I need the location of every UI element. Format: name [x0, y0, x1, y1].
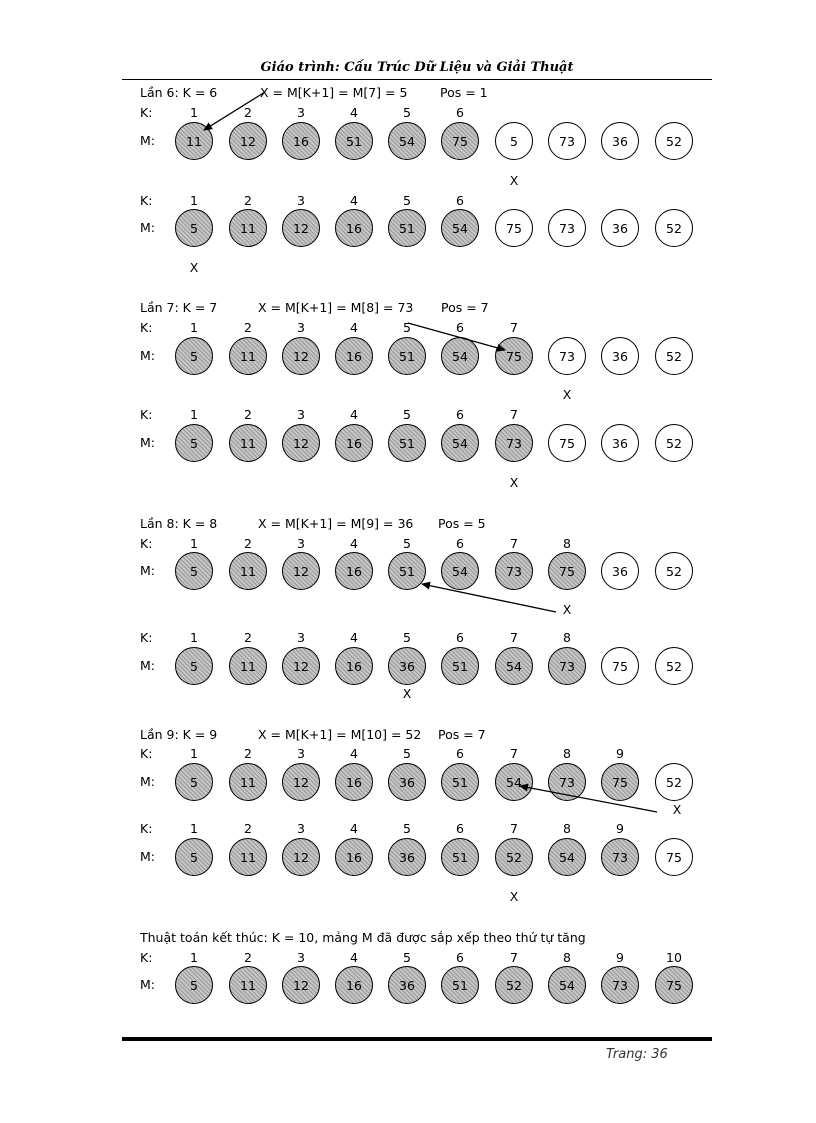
element-value: 11 [240, 435, 256, 451]
arrow-pass-7 [408, 320, 505, 350]
k-index: 7 [510, 950, 518, 965]
element-value: 54 [452, 220, 468, 236]
k-index: 6 [456, 193, 464, 208]
k-index: 6 [456, 746, 464, 761]
x-marker: X [562, 602, 572, 617]
k-index: 8 [563, 536, 571, 551]
element-value: 12 [293, 849, 309, 865]
pass-6-pos: Pos = 1 [440, 85, 488, 100]
k-index: 1 [190, 407, 198, 422]
k-label: K: [140, 105, 153, 120]
element-value: 36 [399, 658, 415, 674]
k-index: 1 [190, 821, 198, 836]
element-value: 5 [190, 348, 198, 364]
k-index: 4 [350, 536, 358, 551]
k-index: 6 [456, 950, 464, 965]
element-value: 75 [506, 220, 522, 236]
element-value: 36 [612, 133, 628, 149]
k-index: 4 [350, 950, 358, 965]
k-index: 2 [244, 536, 252, 551]
element-value: 36 [612, 563, 628, 579]
k-label: K: [140, 536, 153, 551]
element-value: 16 [346, 435, 362, 451]
arrow-pass-9 [520, 786, 657, 812]
k-index: 8 [563, 821, 571, 836]
element-value: 75 [612, 658, 628, 674]
element-value: 73 [559, 658, 575, 674]
element-value: 75 [506, 348, 522, 364]
element-value: 73 [612, 977, 628, 993]
m-label: M: [140, 849, 155, 864]
k-index: 5 [403, 105, 411, 120]
pass-7-label: Lần 7: K = 7 [140, 300, 218, 315]
element-value: 51 [399, 435, 415, 451]
pass-9-expression: X = M[K+1] = M[10] = 52 [258, 727, 422, 742]
k-index: 2 [244, 630, 252, 645]
element-value: 75 [452, 133, 468, 149]
k-index: 3 [297, 536, 305, 551]
element-value: 52 [506, 849, 522, 865]
k-index: 6 [456, 821, 464, 836]
element-value: 51 [399, 563, 415, 579]
element-value: 12 [293, 348, 309, 364]
x-marker: X [562, 387, 572, 402]
element-value: 12 [293, 435, 309, 451]
element-value: 54 [506, 658, 522, 674]
element-value: 36 [399, 849, 415, 865]
element-value: 54 [506, 774, 522, 790]
k-index: 1 [190, 630, 198, 645]
k-index: 3 [297, 950, 305, 965]
k-index: 5 [403, 630, 411, 645]
k-index: 3 [297, 746, 305, 761]
element-value: 73 [506, 435, 522, 451]
m-label: M: [140, 774, 155, 789]
k-label: K: [140, 320, 153, 335]
element-value: 54 [452, 348, 468, 364]
k-index: 3 [297, 407, 305, 422]
k-index: 7 [510, 536, 518, 551]
element-value: 11 [240, 658, 256, 674]
element-value: 54 [559, 849, 575, 865]
element-value: 73 [506, 563, 522, 579]
element-value: 73 [559, 348, 575, 364]
k-index: 4 [350, 821, 358, 836]
pass-8-expression: X = M[K+1] = M[9] = 36 [258, 516, 414, 531]
k-index: 2 [244, 105, 252, 120]
element-value: 16 [346, 977, 362, 993]
pass-6-label: Lần 6: K = 6 [140, 85, 218, 100]
element-value: 36 [399, 774, 415, 790]
m-label: M: [140, 658, 155, 673]
k-index: 6 [456, 536, 464, 551]
m-label: M: [140, 220, 155, 235]
k-index: 7 [510, 320, 518, 335]
element-value: 16 [346, 220, 362, 236]
element-value: 75 [612, 774, 628, 790]
x-marker: X [509, 889, 519, 904]
k-index: 7 [510, 407, 518, 422]
k-index: 1 [190, 105, 198, 120]
k-index: 4 [350, 407, 358, 422]
k-index: 6 [456, 320, 464, 335]
k-index: 7 [510, 821, 518, 836]
element-value: 54 [452, 435, 468, 451]
m-label: M: [140, 977, 155, 992]
element-value: 5 [190, 220, 198, 236]
k-index: 3 [297, 320, 305, 335]
element-value: 73 [612, 849, 628, 865]
x-marker: X [509, 475, 519, 490]
element-value: 12 [293, 977, 309, 993]
k-index: 2 [244, 193, 252, 208]
k-index: 4 [350, 320, 358, 335]
k-index: 10 [666, 950, 682, 965]
element-value: 52 [506, 977, 522, 993]
element-value: 5 [190, 977, 198, 993]
element-value: 52 [666, 435, 682, 451]
element-value: 11 [240, 977, 256, 993]
k-index: 7 [510, 630, 518, 645]
k-index: 1 [190, 193, 198, 208]
k-label: K: [140, 407, 153, 422]
element-value: 73 [559, 133, 575, 149]
element-value: 11 [240, 220, 256, 236]
element-value: 16 [346, 348, 362, 364]
k-index: 1 [190, 320, 198, 335]
k-index: 2 [244, 746, 252, 761]
k-index: 5 [403, 536, 411, 551]
m-label: M: [140, 563, 155, 578]
element-value: 12 [293, 220, 309, 236]
element-value: 16 [346, 563, 362, 579]
pass-9-label: Lần 9: K = 9 [140, 727, 218, 742]
k-index: 4 [350, 630, 358, 645]
element-value: 36 [612, 348, 628, 364]
element-value: 73 [559, 774, 575, 790]
element-value: 36 [399, 977, 415, 993]
element-value: 51 [399, 220, 415, 236]
element-value: 36 [612, 435, 628, 451]
k-index: 4 [350, 105, 358, 120]
k-index: 6 [456, 407, 464, 422]
element-value: 5 [510, 133, 518, 149]
k-index: 8 [563, 630, 571, 645]
element-value: 5 [190, 849, 198, 865]
element-value: 16 [346, 658, 362, 674]
k-index: 5 [403, 320, 411, 335]
k-index: 5 [403, 950, 411, 965]
k-index: 6 [456, 630, 464, 645]
k-index: 5 [403, 746, 411, 761]
k-index: 9 [616, 950, 624, 965]
k-label: K: [140, 746, 153, 761]
k-index: 2 [244, 821, 252, 836]
final-conclusion: Thuật toán kết thúc: K = 10, mảng M đã được sắp xếp theo thứ tự tăng [140, 930, 586, 945]
element-value: 11 [186, 133, 202, 149]
page-header-title: Giáo trình: Cấu Trúc Dữ Liệu và Giải Thuật [260, 60, 574, 75]
k-index: 2 [244, 320, 252, 335]
k-label: K: [140, 193, 153, 208]
k-index: 9 [616, 821, 624, 836]
element-value: 12 [293, 774, 309, 790]
element-value: 75 [666, 849, 682, 865]
k-label: K: [140, 821, 153, 836]
k-index: 3 [297, 821, 305, 836]
k-label: K: [140, 950, 153, 965]
element-value: 73 [559, 220, 575, 236]
k-index: 3 [297, 630, 305, 645]
k-index: 5 [403, 821, 411, 836]
element-value: 51 [452, 774, 468, 790]
element-value: 51 [452, 849, 468, 865]
k-index: 7 [510, 746, 518, 761]
element-value: 54 [559, 977, 575, 993]
k-index: 8 [563, 950, 571, 965]
k-index: 2 [244, 407, 252, 422]
element-value: 52 [666, 348, 682, 364]
k-label: K: [140, 630, 153, 645]
x-marker: X [189, 260, 199, 275]
k-index: 3 [297, 193, 305, 208]
element-value: 52 [666, 563, 682, 579]
m-label: M: [140, 435, 155, 450]
element-value: 16 [346, 849, 362, 865]
element-value: 51 [399, 348, 415, 364]
x-marker: X [509, 173, 519, 188]
element-value: 51 [452, 977, 468, 993]
x-marker: X [672, 802, 682, 817]
element-value: 52 [666, 220, 682, 236]
k-index: 1 [190, 950, 198, 965]
element-value: 75 [559, 563, 575, 579]
k-index: 6 [456, 105, 464, 120]
footer-rule [122, 1037, 712, 1041]
k-index: 4 [350, 193, 358, 208]
element-value: 12 [293, 658, 309, 674]
element-value: 5 [190, 563, 198, 579]
k-index: 9 [616, 746, 624, 761]
element-value: 5 [190, 658, 198, 674]
k-index: 3 [297, 105, 305, 120]
element-value: 11 [240, 348, 256, 364]
k-index: 1 [190, 536, 198, 551]
element-value: 16 [346, 774, 362, 790]
element-value: 12 [293, 563, 309, 579]
m-label: M: [140, 348, 155, 363]
pass-8-label: Lần 8: K = 8 [140, 516, 218, 531]
element-value: 52 [666, 774, 682, 790]
element-value: 51 [452, 658, 468, 674]
element-value: 51 [346, 133, 362, 149]
element-value: 75 [559, 435, 575, 451]
pass-9-pos: Pos = 7 [438, 727, 486, 742]
element-value: 11 [240, 849, 256, 865]
arrow-pass-8 [422, 584, 556, 612]
k-index: 4 [350, 746, 358, 761]
element-value: 52 [666, 133, 682, 149]
k-index: 5 [403, 193, 411, 208]
k-index: 5 [403, 407, 411, 422]
element-value: 5 [190, 774, 198, 790]
element-value: 54 [452, 563, 468, 579]
k-index: 2 [244, 950, 252, 965]
element-value: 16 [293, 133, 309, 149]
pass-7-pos: Pos = 7 [441, 300, 489, 315]
k-index: 8 [563, 746, 571, 761]
element-value: 75 [666, 977, 682, 993]
pass-8-pos: Pos = 5 [438, 516, 486, 531]
element-value: 11 [240, 563, 256, 579]
element-value: 11 [240, 774, 256, 790]
x-marker: X [402, 686, 412, 701]
element-value: 12 [240, 133, 256, 149]
k-index: 1 [190, 746, 198, 761]
element-value: 36 [612, 220, 628, 236]
element-value: 52 [666, 658, 682, 674]
arrow-pass-6 [204, 92, 265, 130]
page-number: Trang: 36 [606, 1047, 668, 1062]
pass-7-expression: X = M[K+1] = M[8] = 73 [258, 300, 414, 315]
m-label: M: [140, 133, 155, 148]
pass-6-expression: X = M[K+1] = M[7] = 5 [260, 85, 408, 100]
element-value: 5 [190, 435, 198, 451]
element-value: 54 [399, 133, 415, 149]
